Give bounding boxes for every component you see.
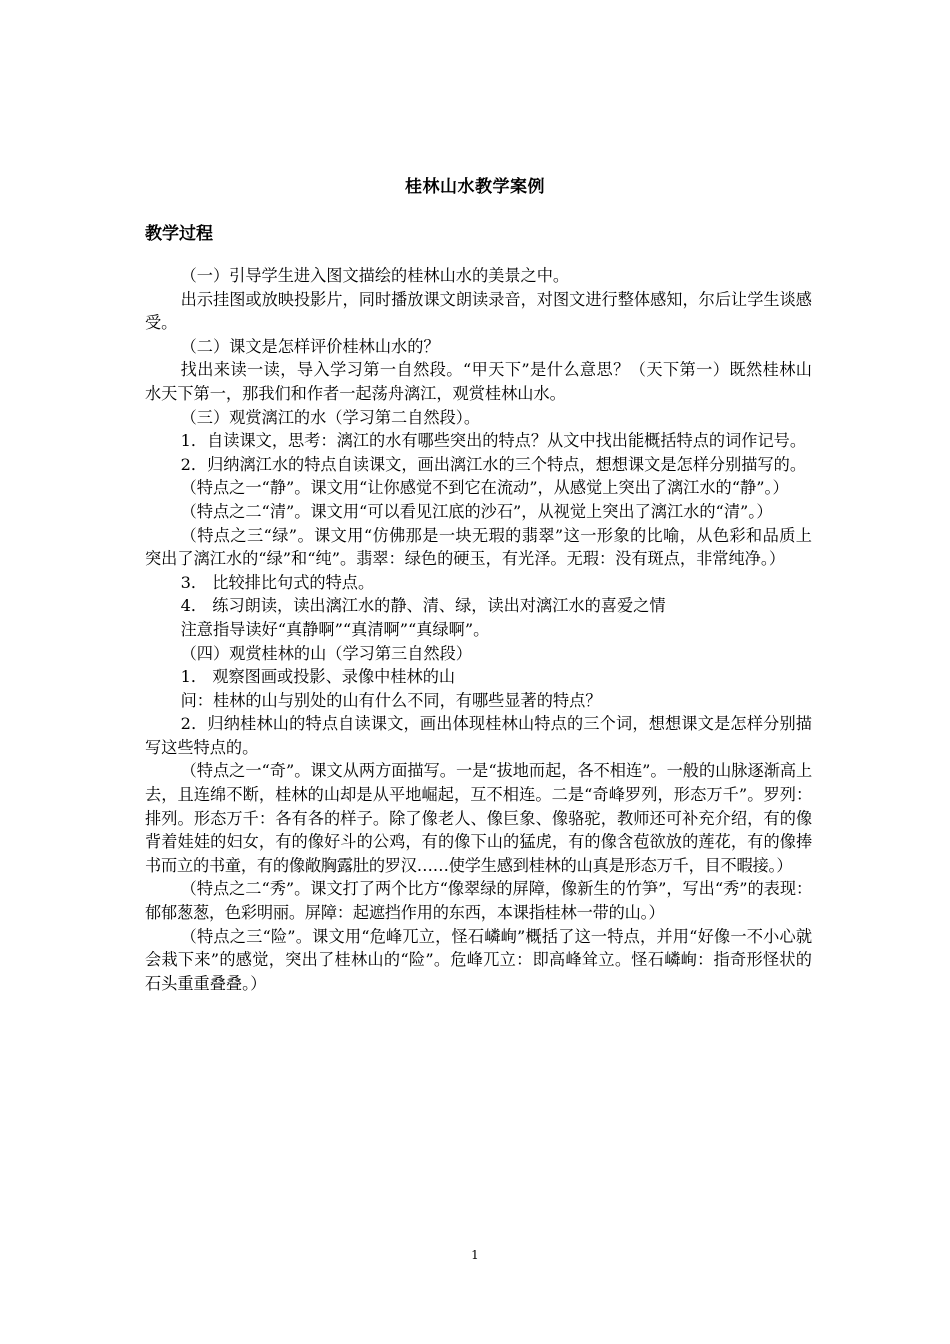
paragraph: （一）引导学生进入图文描绘的桂林山水的美景之中。 bbox=[180, 266, 570, 285]
paragraph: 2．归纳漓江水的特点自读课文，画出漓江水的三个特点，想想课文是怎样分别描写的。 bbox=[180, 454, 807, 474]
paragraph: （特点之三“险”。课文用“危峰兀立，怪石嶙峋”概括了这一特点，并用“好像一不小心就会栽下来”的感觉，突出了桂林山的“险”。危峰兀立：即高峰耸立。怪石嶙峋：指奇形怪状的石头重重叠叠。） bbox=[145, 926, 812, 993]
paragraph: 3． 比较排比句式的特点。 bbox=[180, 572, 375, 592]
paragraph: 问：桂林的山与别处的山有什么不同，有哪些显著的特点？ bbox=[180, 690, 602, 710]
paragraph: （特点之三“绿”。课文用“仿佛那是一块无瑕的翡翠”这一形象的比喻，从色彩和品质上突出了漓江水的“绿”和“纯”。翡翠：绿色的硬玉，有光泽。无瑕：没有斑点，非常纯净。） bbox=[145, 525, 812, 569]
page-number: 1 bbox=[471, 1248, 479, 1262]
paragraph: 注意指导读好“真静啊”“真清啊”“真绿啊”。 bbox=[180, 619, 490, 639]
paragraph: 找出来读一读，导入学习第一自然段。“甲天下”是什么意思？（天下第一）既然桂林山水天下第一，那我们和作者一起荡舟漓江，观赏桂林山水。 bbox=[145, 360, 812, 403]
paragraph: （特点之一“静”。课文用“让你感觉不到它在流动”，从感觉上突出了漓江水的“静”。） bbox=[180, 478, 789, 498]
paragraph: （特点之一“奇”。课文从两方面描写。一是“拔地而起，各不相连”。一般的山脉逐渐高上去，且连绵不断，桂林的山却是从平地崛起，互不相连。二是“奇峰罗列，形态万千”。罗列：排列。形态万千：各有各的样子。除了像老人、像巨象、像骆驼，教师还可补充介绍，有的像背着娃娃的妇女，有的像好斗的公鸡，有的像下山的猛虎，有的像含苞欲放的莲花，有的像捧书而立的书童，有的像敞胸露肚的罗汉……使学生感到桂林的山真是形态万千，目不暇接。） bbox=[145, 761, 812, 875]
paragraph: 1． 观察图画或投影、录像中桂林的山 bbox=[180, 667, 456, 687]
paragraph: 2．归纳桂林山的特点自读课文，画出体现桂林山特点的三个词，想想课文是怎样分别描写这些特点的。 bbox=[145, 714, 812, 757]
section-heading: 教学过程 bbox=[145, 224, 213, 244]
document-title: 桂林山水教学案例 bbox=[405, 177, 545, 197]
paragraph: 出示挂图或放映投影片，同时播放课文朗读录音，对图文进行整体感知，尔后让学生谈感受。 bbox=[145, 289, 812, 333]
paragraph: 1．自读课文，思考：漓江的水有哪些突出的特点？从文中找出能概括特点的词作记号。 bbox=[180, 431, 807, 451]
paragraph: （二）课文是怎样评价桂林山水的？ bbox=[180, 336, 440, 356]
paragraph: （四）观赏桂林的山（学习第三自然段） bbox=[180, 643, 472, 663]
paragraph: （三）观赏漓江的水（学习第二自然段）。 bbox=[180, 407, 481, 427]
document-body bbox=[145, 264, 812, 995]
paragraph: （特点之二“清”。课文用“可以看见江底的沙石”，从视觉上突出了漓江水的“清”。） bbox=[180, 501, 773, 521]
paragraph: （特点之二“秀”。课文打了两个比方“像翠绿的屏障，像新生的竹笋”，写出“秀”的表现：郁郁葱葱，色彩明丽。屏障：起遮挡作用的东西，本课指桂林一带的山。） bbox=[145, 879, 812, 923]
paragraph: 4． 练习朗读，读出漓江水的静、清、绿，读出对漓江水的喜爱之情 bbox=[180, 596, 666, 616]
